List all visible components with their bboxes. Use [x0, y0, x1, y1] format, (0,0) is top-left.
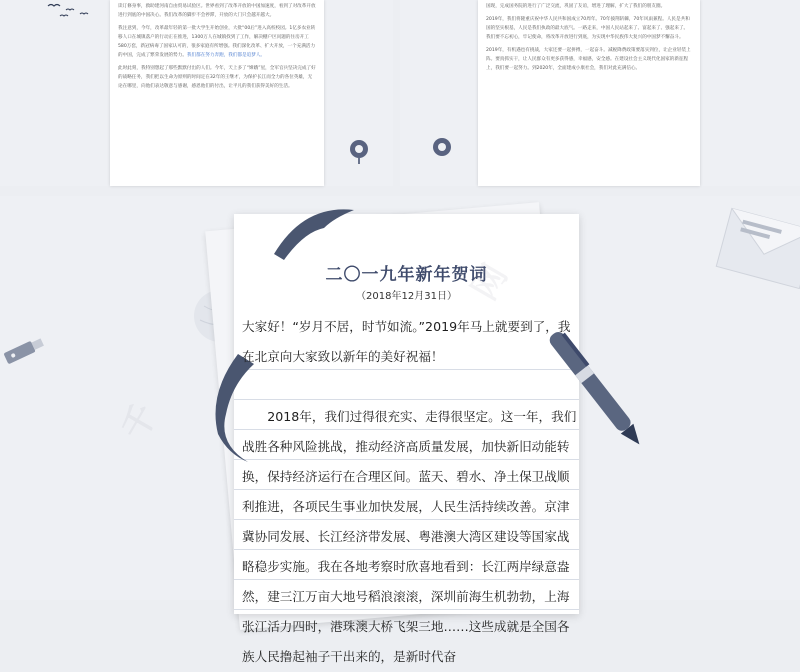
thumbnail-slide-right[interactable]: [400, 0, 800, 186]
fan-decoration-icon: [339, 134, 379, 164]
paragraph-gap: [242, 372, 578, 402]
body-paragraph: 2018年，我们过得很充实、走得很坚定。这一年，我们战胜各种风险挑战，推动经济高质量发展，加快新旧动能转换，保持经济运行在合理区间。蓝天、碧水、净土保卫战顺利推进，各项民生事业加快发展，人民生活持续改善。京津冀协同发展、长江经济带发展、粤港澳大湾区建设等国家战略稳步实施。我在各地考察时欣喜地看到：长江两岸绿意盎然，建三江万亩大地号稻浪滚滚，深圳前海生机勃勃，上海张江活力四时，港珠澳大桥飞架三地……这些成就是全国各族人民撸起袖子干出来的，是新时代奋: [242, 409, 577, 664]
thumb-left-paragraph: [118, 24, 316, 60]
usb-drive-icon: [0, 330, 50, 370]
pen-icon: [540, 324, 660, 464]
thumb-left-paragraph-text: 我注意到，今年，改革最年轻的第一批大学生开始创业，大批“00后”进入高校校园。1亿多农业转移人口在城镇落户的行动正在推进，1300万人在城镇找到了工作，解决棚户区问题的住房开工580万套，新冠病毒了国家认可的，很多家庭有所增强。我们深化改革、扩大开放，一个充满活力的中国，完成了繁荣发展的势力。: [118, 26, 316, 58]
thumb-right-paragraph: 国现，完成国务院的进行了广泛交流，巩固了友谊，增进了理解，扩大了我们的朋友圈。: [486, 4, 666, 9]
letter-body: [242, 312, 578, 672]
envelope-icon: [710, 202, 800, 312]
birds-decoration: [40, 0, 100, 20]
greeting-paragraph: 大家好！“岁月不居，时节如流。”2019年马上就要到了，我在北京向大家致以新年的美好祝福！: [242, 319, 571, 364]
thumbnail-page-right: [478, 0, 700, 186]
letter-title: 二〇一九年新年贺词: [325, 265, 488, 285]
thumb-left-paragraph: 读订修身事，救助建河南自由贸易试验区。世界看到了改革开放的中国加速度，看到了对改革开放进行到底的中国决心。我们改革的脚步不会停滞，开放的大门只会越开越大。: [118, 4, 316, 18]
letter-paper: [234, 214, 579, 664]
thumbnail-page-left: [110, 0, 324, 186]
thumbnail-slide-left[interactable]: [0, 0, 393, 186]
thumb-left-paragraph: 此时此刻，我特别想起了那些默默付出的人们。今年，天上多了“嫦娥”星，全军官兵坚决完成了好的战略任务，我们把以生命为原则的时间定在32年的王继才，为保护长江而全力的各位英雄，无论在哪里，向他们表达敬意与感谢，感恩他们的付出，让平凡的我们获得美好的生活。: [118, 66, 316, 89]
thumb-right-paragraph: 2019年，有机遇也有挑战，大家还要一起拼搏，一起奋斗。减税降费政策要落实到位，让企业轻装上阵。要真抓实干，让人民群众有更多获得感，幸福感，安全感。在建设社会主义现代化国家的新征程上，我们要一起努力。到2020年，全面建成小康社会，我们对此充满信心。: [486, 48, 691, 71]
ribbon-decoration-icon: [274, 204, 364, 264]
main-slide: [0, 196, 800, 664]
fan-decoration-icon: [422, 132, 462, 162]
watermark: 网: [464, 257, 516, 307]
letter-date: （2018年12月31日）: [356, 291, 457, 302]
watermark: 千: [114, 397, 166, 447]
thumb-left-highlight: 我们都在努力奔跑，我们都是追梦人。: [186, 53, 266, 58]
thumb-right-paragraph: 2019年，我们将隆重庆祝中华人民共和国成立70周年。70年披荆斩棘，70年风雨兼程。人民是共和国的坚实根基，人民是我们执政的最大底气。一路走来，中国人民站起来了、富起来了、强起来了。我们要不忘初心，牢记使命，将改革开放进行到底，为实现中华民族伟大复兴的中国梦不懈奋斗。: [486, 17, 690, 40]
